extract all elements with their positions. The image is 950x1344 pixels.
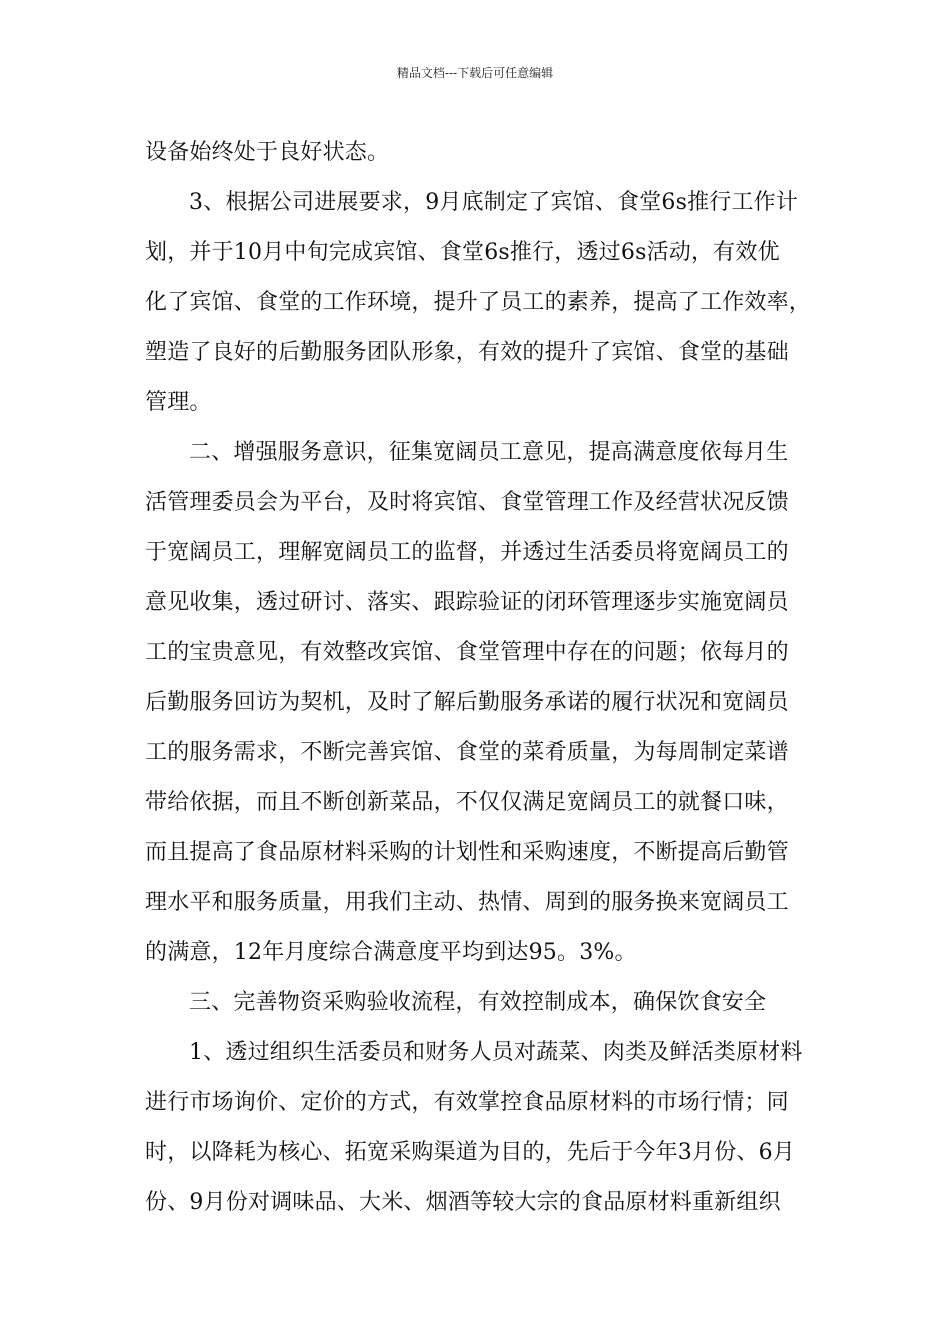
text-line: 理水平和服务质量，用我们主动、热情、周到的服务换来宽阔员工	[145, 890, 789, 915]
text-line: 管理。	[145, 390, 212, 415]
text-line: 的满意，12年月度综合满意度平均到达95。3%。	[145, 940, 637, 965]
text-line: 后勤服务回访为契机，及时了解后勤服务承诺的履行状况和宽阔员	[145, 690, 789, 715]
text-line: 划，并于10月中旬完成宾馆、食堂6s推行，透过6s活动，有效优	[145, 240, 780, 265]
text-line: 活管理委员会为平台，及时将宾馆、食堂管理工作及经营状况反馈	[145, 490, 789, 515]
section-heading-three: 三、完善物资采购验收流程，有效控制成本，确保饮食安全	[189, 990, 767, 1015]
body-text	[145, 128, 835, 1228]
text-line: 意见收集，透过研讨、落实、跟踪验证的闭环管理逐步实施宽阔员	[145, 590, 789, 615]
text-line: 进行市场询价、定价的方式，有效掌控食品原材料的市场行情；同	[145, 1090, 789, 1115]
page-header: 精品文档---下载后可任意编辑	[396, 66, 554, 80]
text-line: 而且提高了食品原材料采购的计划性和采购速度，不断提高后勤管	[145, 840, 789, 865]
text-line: 化了宾馆、食堂的工作环境，提升了员工的素养，提高了工作效率，	[145, 290, 812, 315]
text-line: 份、9月份对调味品、大米、烟酒等较大宗的食品原材料重新组织	[145, 1190, 781, 1215]
text-line: 于宽阔员工，理解宽阔员工的监督，并透过生活委员将宽阔员工的	[145, 540, 789, 565]
text-line: 工的服务需求，不断完善宾馆、食堂的菜肴质量，为每周制定菜谱	[145, 740, 789, 765]
section-heading-two: 二、增强服务意识，征集宽阔员工意见，提高满意度依每月生	[189, 440, 789, 465]
text-line: 带给依据，而且不断创新菜品，不仅仅满足宽阔员工的就餐口味，	[145, 790, 789, 815]
text-line: 设备始终处于良好状态。	[145, 140, 390, 165]
text-line: 时，以降耗为核心、拓宽采购渠道为目的，先后于今年3月份、6月	[145, 1140, 795, 1165]
text-line: 工的宝贵意见，有效整改宾馆、食堂管理中存在的问题；依每月的	[145, 640, 789, 665]
text-line: 塑造了良好的后勤服务团队形象，有效的提升了宾馆、食堂的基础	[145, 340, 789, 365]
paragraph-start-line: 1、透过组织生活委员和财务人员对蔬菜、肉类及鲜活类原材料	[189, 1040, 803, 1065]
paragraph-start-line: 3、根据公司进展要求，9月底制定了宾馆、食堂6s推行工作计	[189, 190, 799, 215]
